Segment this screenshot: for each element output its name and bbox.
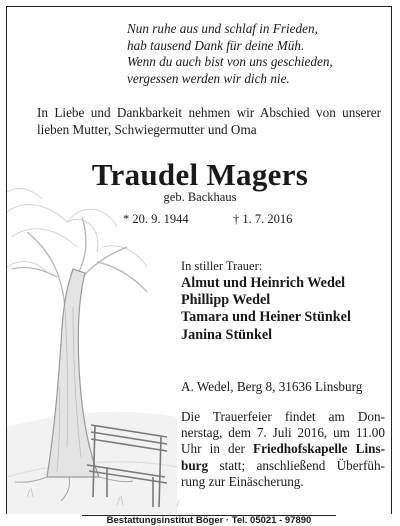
mourner-name: Tamara und Heiner Stünkel bbox=[181, 309, 351, 326]
maiden-name: geb. Backhaus bbox=[163, 190, 237, 204]
funeral-home-contact: Bestattungsinstitut Böger · Tel. 05021 - 97890 bbox=[82, 515, 336, 526]
service-line: Die Trauerfeier findet am Don- bbox=[181, 409, 385, 424]
mourner-name: Almut und Heinrich Wedel bbox=[181, 275, 346, 291]
service-line: rung zur Einäscherung. bbox=[181, 473, 304, 489]
obituary-notice bbox=[6, 6, 392, 517]
death-date: † 1. 7. 2016 bbox=[233, 212, 293, 226]
mourning-label: In stiller Trauer: bbox=[181, 259, 263, 273]
service-line bbox=[181, 458, 385, 474]
chapel-name: Friedhofskapelle Lins- bbox=[253, 441, 385, 457]
service-text: statt; anschließend Überfüh- bbox=[208, 457, 385, 473]
birth-date: * 20. 9. 1944 bbox=[123, 212, 189, 226]
mourners-list bbox=[181, 275, 386, 344]
poem-line: Nun ruhe aus und schlaf in Frieden, bbox=[127, 21, 318, 36]
footer bbox=[0, 514, 400, 525]
intro-text: In Liebe und Dankbarkeit nehmen wir Abschied von unserer lieben Mutter, Schwiegermutter und Oma bbox=[37, 105, 381, 137]
poem-line: vergessen werden wir dich nie. bbox=[127, 70, 290, 86]
deceased-name: Traudel Magers bbox=[91, 157, 309, 192]
funeral-service-text bbox=[181, 409, 385, 490]
poem-line: hab tausend Dank für deine Müh. bbox=[127, 37, 305, 53]
family-address: A. Wedel, Berg 8, 31636 Linsburg bbox=[181, 379, 363, 394]
poem-line: Wenn du auch bist von uns geschieden, bbox=[127, 54, 333, 69]
mourner-name: Phillipp Wedel bbox=[181, 292, 271, 309]
service-line bbox=[181, 441, 385, 457]
poem bbox=[127, 21, 387, 87]
service-text: Uhr in der bbox=[181, 441, 254, 457]
mourner-name: Janina Stünkel bbox=[181, 326, 273, 343]
chapel-name-cont: burg bbox=[181, 457, 209, 473]
service-line: nerstag, dem 7. Juli 2016, um 11.00 bbox=[181, 425, 385, 441]
